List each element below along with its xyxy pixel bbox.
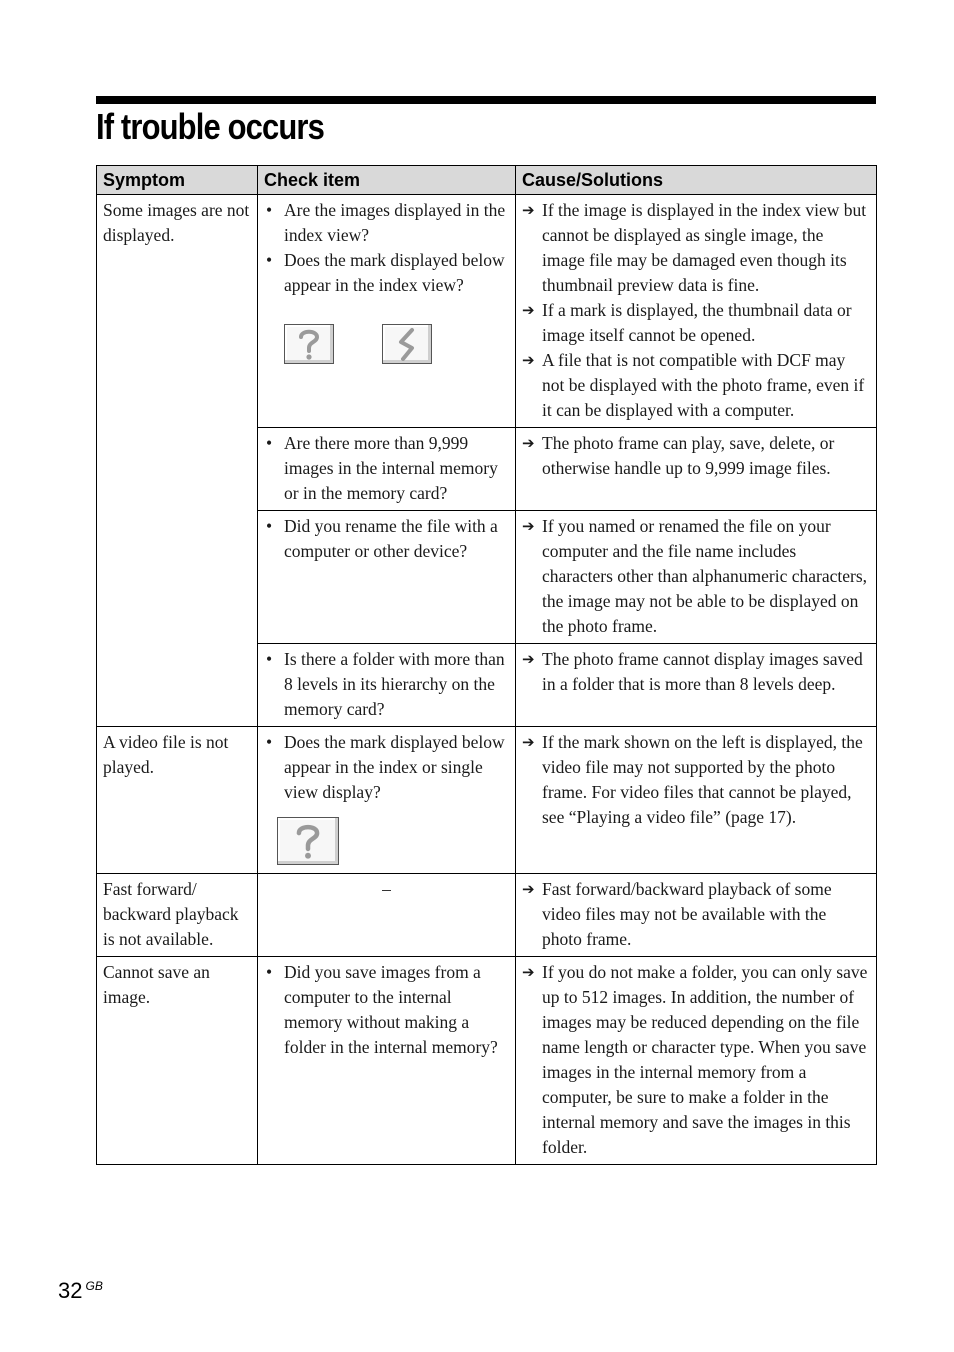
- mark-icons: [264, 298, 509, 370]
- check-item: • Does the mark displayed below appear in the index or single view display?: [264, 730, 509, 805]
- question-mark-icon: [277, 817, 339, 865]
- troubleshooting-table: [96, 165, 877, 1165]
- check-item: • Are the images displayed in the index view?: [264, 198, 509, 248]
- check-item: • Did you rename the file with a computer or other device?: [264, 514, 509, 564]
- solution-item: ➔ The photo frame can play, save, delete, or otherwise handle up to 9,999 image files.: [522, 433, 835, 478]
- region-code: GB: [85, 1278, 103, 1293]
- arrow-icon: ➔: [522, 880, 535, 898]
- arrow-icon: ➔: [522, 963, 535, 981]
- page-number: 32: [58, 1278, 83, 1303]
- solution-item: ➔ If the mark shown on the left is displayed, the video file may not supported by the photo frame. For video files that cannot be played, see “Playing a video file” (page 17).: [522, 732, 863, 827]
- table-row: [97, 727, 877, 874]
- solution-item: ➔ Fast forward/backward playback of some video files may not be available with the photo frame.: [522, 879, 832, 949]
- solution-cell: [516, 957, 877, 1165]
- table-row: [97, 644, 877, 727]
- solution-item: ➔ A file that is not compatible with DCF may not be displayed with the photo frame, even if it can be displayed with a computer.: [522, 350, 865, 420]
- solution-item: ➔ The photo frame cannot display images saved in a folder that is more than 8 levels deep.: [522, 649, 863, 694]
- symptom-cell-continued: [97, 511, 258, 644]
- check-cell: [258, 644, 516, 727]
- no-check-item: –: [382, 879, 391, 899]
- table-row: [97, 428, 877, 511]
- table-row: [97, 874, 877, 957]
- table-row: [97, 195, 877, 428]
- solution-cell: [516, 727, 877, 874]
- symptom-cell: Some images are not displayed.: [97, 195, 258, 428]
- check-cell: [258, 428, 516, 511]
- header-symptom: Symptom: [97, 166, 258, 195]
- solution-item: ➔ If the image is displayed in the index view but cannot be displayed as single image, the image file may be damaged even though its thumbnail preview data is fine.: [522, 200, 867, 295]
- header-cause-solutions: Cause/Solutions: [516, 166, 877, 195]
- solution-item: ➔ If a mark is displayed, the thumbnail data or image itself cannot be opened.: [522, 300, 852, 345]
- check-cell: [258, 727, 516, 874]
- solution-cell: [516, 644, 877, 727]
- check-cell: [258, 195, 516, 428]
- symptom-cell: Fast forward/ backward playback is not available.: [97, 874, 258, 957]
- symptom-cell-continued: [97, 428, 258, 511]
- arrow-icon: ➔: [522, 733, 535, 751]
- table-header-row: [97, 166, 877, 195]
- solution-cell: [516, 874, 877, 957]
- check-item: • Is there a folder with more than 8 levels in its hierarchy on the memory card?: [264, 647, 509, 722]
- question-mark-icon: [284, 324, 334, 364]
- table-row: [97, 957, 877, 1165]
- symptom-cell-continued: [97, 644, 258, 727]
- mark-icons: [264, 805, 509, 869]
- check-cell: [258, 957, 516, 1165]
- symptom-cell: Cannot save an image.: [97, 957, 258, 1165]
- page-title: If trouble occurs: [96, 106, 324, 147]
- solution-cell: [516, 428, 877, 511]
- solution-cell: [516, 195, 877, 428]
- arrow-icon: ➔: [522, 650, 535, 668]
- arrow-icon: ➔: [522, 301, 535, 319]
- arrow-icon: ➔: [522, 351, 535, 369]
- arrow-icon: ➔: [522, 434, 535, 452]
- page-footer: [58, 1278, 103, 1304]
- solution-item: ➔ If you named or renamed the file on your computer and the file name includes characters other than alphanumeric characters, the image may not be able to be displayed on the photo frame.: [522, 516, 868, 636]
- check-cell: [258, 511, 516, 644]
- check-item: • Does the mark displayed below appear in the index view?: [264, 248, 509, 298]
- check-item: • Did you save images from a computer to the internal memory without making a folder in the internal memory?: [264, 960, 509, 1060]
- arrow-icon: ➔: [522, 517, 535, 535]
- header-check-item: Check item: [258, 166, 516, 195]
- symptom-cell: A video file is not played.: [97, 727, 258, 874]
- solution-cell: [516, 511, 877, 644]
- solution-item: ➔ If you do not make a folder, you can only save up to 512 images. In addition, the number of images may be reduced depending on the file name length or character type. When you save images in the internal memory from a computer, be sure to make a folder in the internal memory and save the images in this folder.: [522, 962, 868, 1157]
- broken-file-icon: [382, 324, 432, 364]
- table-row: [97, 511, 877, 644]
- arrow-icon: ➔: [522, 201, 535, 219]
- check-cell: [258, 874, 516, 957]
- check-item: • Are there more than 9,999 images in the internal memory or in the memory card?: [264, 431, 509, 506]
- title-rule: [96, 96, 876, 104]
